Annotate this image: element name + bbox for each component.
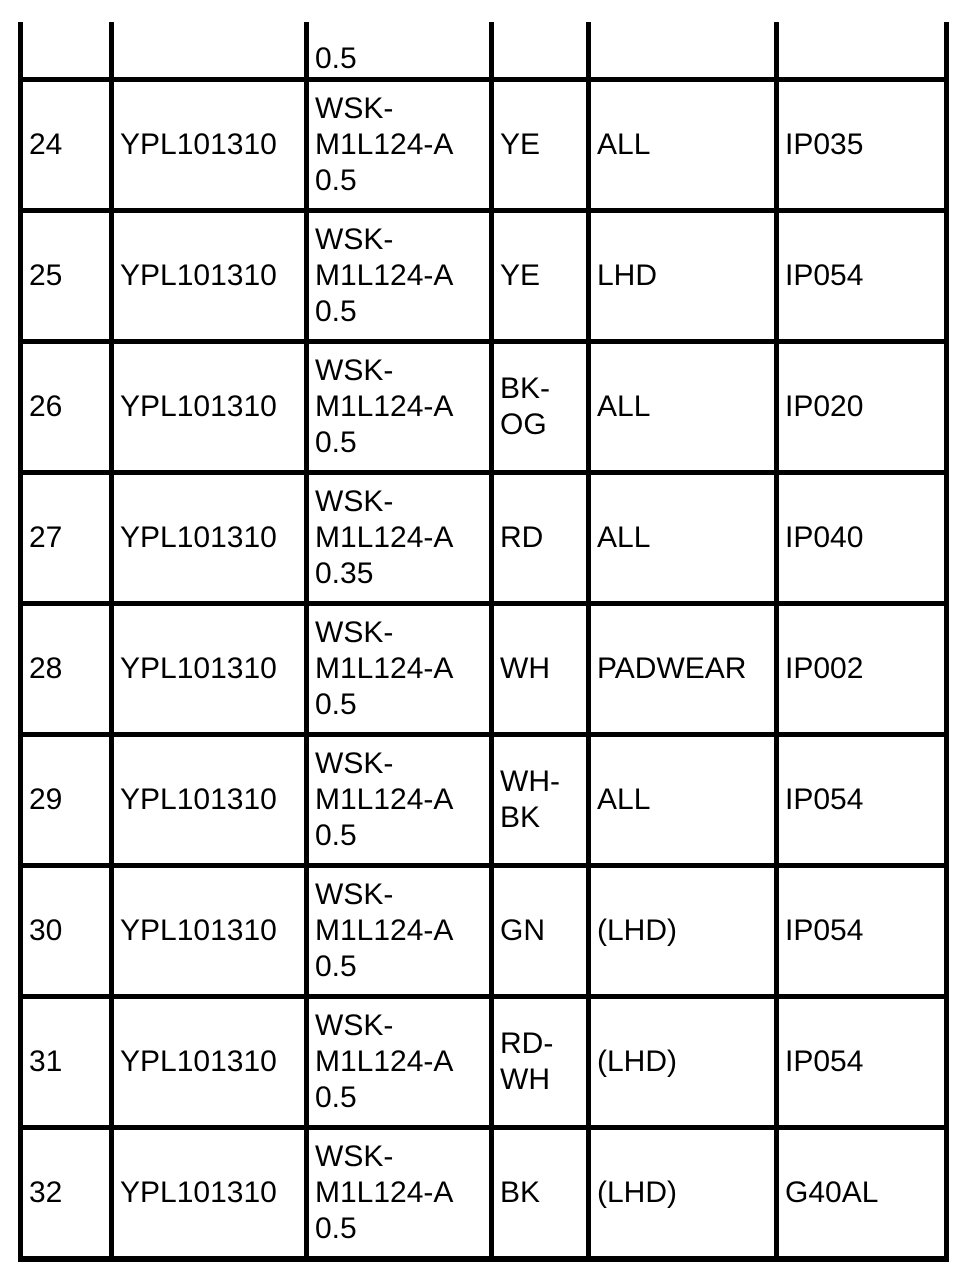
cell-code: IP054	[777, 866, 947, 997]
table-row	[21, 604, 947, 735]
cell-part: YPL101310	[112, 342, 307, 473]
cell-area: LHD	[589, 211, 777, 342]
cell-code: IP054	[777, 211, 947, 342]
cell-part: YPL101310	[112, 211, 307, 342]
table-row	[21, 735, 947, 866]
cell-color: GN	[492, 866, 589, 997]
cell-part	[112, 22, 307, 80]
cell-color	[492, 22, 589, 80]
cell-area: PADWEAR	[589, 604, 777, 735]
cell-code: G40AL	[777, 1128, 947, 1259]
cell-spec: WSK- M1L124-A 0.5	[307, 1128, 492, 1259]
cell-code: IP054	[777, 997, 947, 1128]
wire-spec-table	[18, 22, 949, 1262]
cell-part: YPL101310	[112, 473, 307, 604]
cell-color: RD	[492, 473, 589, 604]
cell-color: YE	[492, 80, 589, 211]
cell-no: 28	[21, 604, 112, 735]
cell-code: IP002	[777, 604, 947, 735]
cell-color: WH	[492, 604, 589, 735]
cell-part: YPL101310	[112, 80, 307, 211]
cell-code: IP054	[777, 735, 947, 866]
cell-no: 29	[21, 735, 112, 866]
cell-no: 25	[21, 211, 112, 342]
cell-area: ALL	[589, 80, 777, 211]
cell-code: IP020	[777, 342, 947, 473]
cell-no: 26	[21, 342, 112, 473]
cell-area: ALL	[589, 342, 777, 473]
cell-code	[777, 22, 947, 80]
table-row	[21, 997, 947, 1128]
cell-spec: WSK- M1L124-A 0.35	[307, 473, 492, 604]
table-row	[21, 211, 947, 342]
cell-spec: WSK- M1L124-A 0.5	[307, 866, 492, 997]
cell-color: RD- WH	[492, 997, 589, 1128]
cell-spec: WSK- M1L124-A 0.5	[307, 604, 492, 735]
cell-no: 30	[21, 866, 112, 997]
cell-no: 32	[21, 1128, 112, 1259]
cell-no: 27	[21, 473, 112, 604]
cell-part: YPL101310	[112, 604, 307, 735]
cell-no: 31	[21, 997, 112, 1128]
cell-area: (LHD)	[589, 1128, 777, 1259]
cell-color: YE	[492, 211, 589, 342]
cell-no: 24	[21, 80, 112, 211]
cell-color: BK- OG	[492, 342, 589, 473]
cell-spec: WSK- M1L124-A 0.5	[307, 211, 492, 342]
cell-color: BK	[492, 1128, 589, 1259]
cell-spec: WSK- M1L124-A 0.5	[307, 80, 492, 211]
table-row	[21, 473, 947, 604]
table-row	[21, 866, 947, 997]
table-body	[21, 22, 947, 1259]
cell-code: IP040	[777, 473, 947, 604]
cell-no	[21, 22, 112, 80]
cell-part: YPL101310	[112, 866, 307, 997]
cell-area	[589, 22, 777, 80]
cell-spec: WSK- M1L124-A 0.5	[307, 997, 492, 1128]
table-row	[21, 80, 947, 211]
cell-spec: 0.5	[307, 22, 492, 80]
cell-area: ALL	[589, 735, 777, 866]
cell-area: (LHD)	[589, 866, 777, 997]
cell-part: YPL101310	[112, 735, 307, 866]
cell-part: YPL101310	[112, 997, 307, 1128]
cell-code: IP035	[777, 80, 947, 211]
table-row	[21, 342, 947, 473]
cell-spec: WSK- M1L124-A 0.5	[307, 342, 492, 473]
table-row	[21, 22, 947, 80]
cell-area: (LHD)	[589, 997, 777, 1128]
cell-color: WH- BK	[492, 735, 589, 866]
cell-spec: WSK- M1L124-A 0.5	[307, 735, 492, 866]
cell-part: YPL101310	[112, 1128, 307, 1259]
table-row	[21, 1128, 947, 1259]
cell-area: ALL	[589, 473, 777, 604]
